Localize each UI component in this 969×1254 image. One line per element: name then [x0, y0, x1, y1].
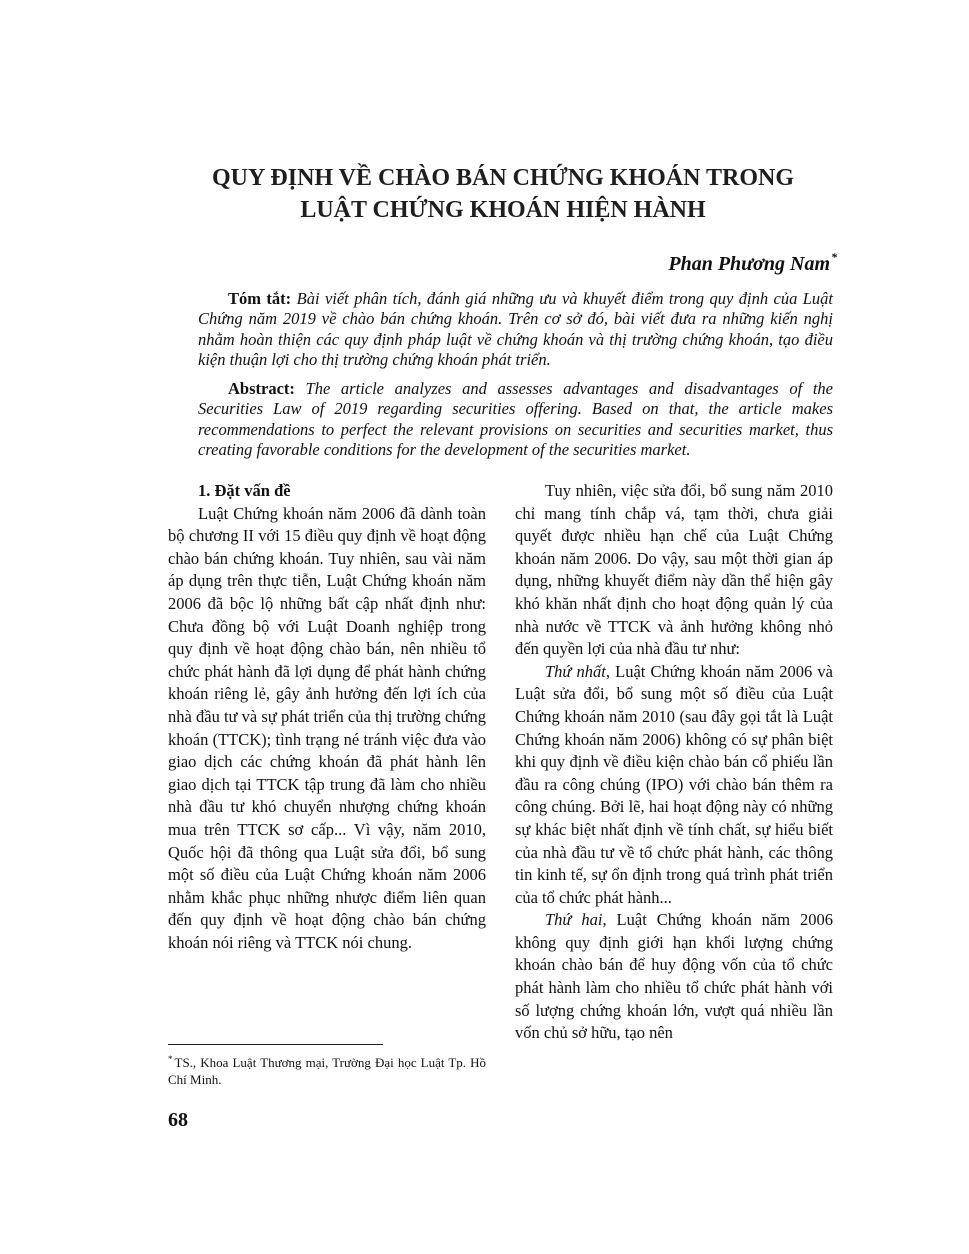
title-line-1: QUY ĐỊNH VỀ CHÀO BÁN CHỨNG KHOÁN TRONG: [211, 165, 795, 191]
body-paragraph-3: [515, 661, 833, 910]
footnote-divider: [168, 1044, 383, 1045]
body-paragraph-2: Tuy nhiên, việc sửa đổi, bổ sung năm 2010 chỉ mang tính chắp vá, tạm thời, chưa giải quyết được nhiều hạn chế của Luật Chứng khoán năm 2006. Do vậy, sau một thời gian áp dụng, những khuyết điểm này dần thể hiện gây khó khăn nhất định cho hoạt động quản lý của nhà nước về TTCK và ảnh hưởng không nhỏ đến quyền lợi của nhà đầu tư như:: [515, 481, 833, 659]
footnote-text: TS., Khoa Luật Thương mại, Trường Đại học Luật Tp. Hồ Chí Minh.: [168, 1055, 486, 1087]
body-paragraph-4: [515, 909, 833, 1045]
para3-text: , Luật Chứng khoán năm 2006 và Luật sửa đổi, bổ sung một số điều của Luật Chứng khoán năm 2010 (sau đây gọi tắt là Luật Chứng khoán năm 2006) không có sự phân biệt khi quy định về điều kiện chào bán cổ phiếu lần đầu ra công chúng (IPO) với chào bán thêm ra công chúng. Bởi lẽ, hai hoạt động này có những sự khác biệt nhất định về tính chất, sự hiểu biết của nhà đầu tư về tổ chức phát hành, các thông tin kinh tế, sự ổn định trong quá trình phát triển của tổ chức phát hành...: [515, 661, 833, 907]
para4-text: , Luật Chứng khoán năm 2006 không quy định giới hạn khối lượng chứng khoán chào bán để huy động vốn của tổ chức phát hành làm cho nhiều tổ chức phát hành với số lượng chứng khoán lớn, vượt quá nhiều lần vốn chủ sở hữu, tạo nên: [515, 910, 833, 1043]
abstract-label: Abstract:: [228, 379, 295, 398]
left-column: [168, 480, 486, 954]
body-paragraph-1: Luật Chứng khoán năm 2006 đã dành toàn bộ chương II với 15 điều quy định về hoạt động chào bán chứng khoán. Tuy nhiên, sau vài năm áp dụng trên thực tiễn, Luật Chứng khoán năm 2006 đã bộc lộ những bất cập nhất định như: Chưa đồng bộ với Luật Doanh nghiệp trong quy định về hoạt động chào bán, nên nhiều tổ chức phát hành đã lợi dụng để phát hành chứng khoán riêng lẻ, gây ảnh hưởng đến lợi ích của nhà đầu tư và sự phát triển của thị trường chứng khoán (TTCK); tình trạng né tránh việc đưa vào giao dịch các chứng khoán đã phát hành lên giao dịch tại TTCK tập trung đã làm cho nhiều nhà đầu tư khó chuyển nhượng chứng khoán mua trên TTCK sơ cấp... Vì vậy, năm 2010, Quốc hội đã thông qua Luật sửa đổi, bổ sung một số điều của Luật Chứng khoán năm 2006 nhằm khắc phục những nhược điểm liên quan đến quy định về hoạt động chào bán chứng khoán nói riêng và TTCK nói chung.: [168, 503, 486, 952]
section-heading: 1. Đặt vấn đề: [198, 481, 291, 500]
author-footnote-marker[interactable]: *: [831, 250, 837, 264]
right-column: [515, 480, 833, 1045]
footnote-marker: *: [168, 1054, 173, 1064]
title-line-2: LUẬT CHỨNG KHOÁN HIỆN HÀNH: [300, 197, 706, 223]
article-title: [168, 162, 838, 226]
author-byline: [668, 244, 837, 277]
abstract-text: The article analyzes and assesses advantages and disadvantages of the Securities Law of 2019 regarding securities offering. Based on that, the article makes recommendations to perfect the relevant provisions on securities and securities market, thus creating favorable conditions for the development of the securities market.: [198, 379, 833, 460]
footnote: [168, 1051, 486, 1088]
summary-vi-label: Tóm tắt:: [228, 289, 292, 308]
vietnamese-summary: [198, 289, 833, 371]
page-number: 68: [168, 1109, 188, 1131]
para4-lead: Thứ hai: [545, 910, 603, 930]
para3-lead: Thứ nhất: [545, 661, 606, 681]
summary-vi-text: Bài viết phân tích, đánh giá những ưu và khuyết điểm trong quy định của Luật Chứng năm 2019 về chào bán chứng khoán. Trên cơ sở đó, bài viết đưa ra những kiến nghị nhằm hoàn thiện các quy định pháp luật về chứng khoán và thị trường chứng khoán, tạo điều kiện thuận lợi cho thị trường chứng khoán phát triển.: [198, 289, 834, 370]
english-abstract: [198, 379, 833, 461]
author-name: Phan Phương Nam: [668, 253, 830, 275]
